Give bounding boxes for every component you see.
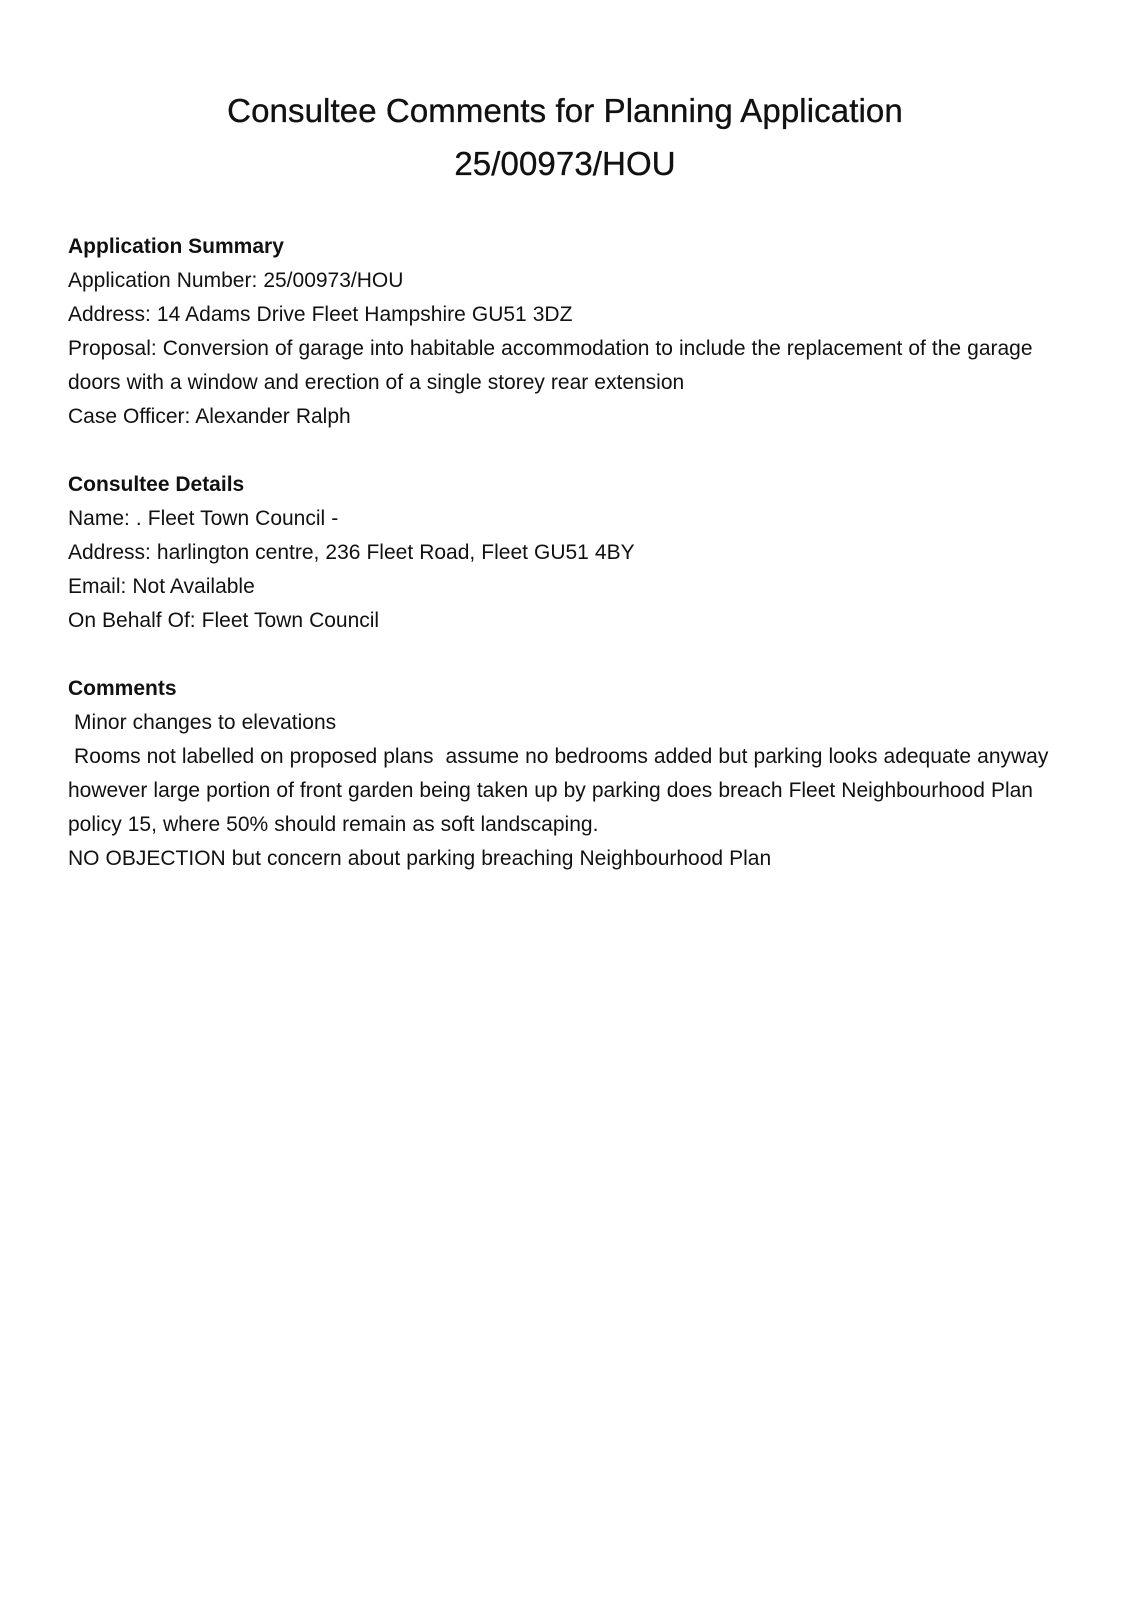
application-number: Application Number: 25/00973/HOU [68, 269, 404, 292]
title-line-2: 25/00973/HOU [454, 145, 676, 182]
consultee-details-heading: Consultee Details [68, 473, 245, 496]
comment-line-3: NO OBJECTION but concern about parking breaching Neighbourhood Plan [68, 847, 772, 870]
comment-line-1: Minor changes to elevations [68, 711, 337, 734]
comments-heading: Comments [68, 677, 177, 700]
document-body [68, 230, 1058, 910]
comment-line-2: Rooms not labelled on proposed plans assume no bedrooms added but parking looks adequate anyway however large portion of front garden being taken up by parking does breach Fleet Neighbourhood Plan policy 15, where 50% should remain as soft landscaping. [68, 745, 1055, 836]
application-summary-section [68, 230, 1058, 434]
consultee-on-behalf-of: On Behalf Of: Fleet Town Council [68, 609, 380, 632]
application-address: Address: 14 Adams Drive Fleet Hampshire GU51 3DZ [68, 303, 573, 326]
comments-section [68, 672, 1058, 876]
consultee-address: Address: harlington centre, 236 Fleet Road, Fleet GU51 4BY [68, 541, 635, 564]
consultee-name: Name: . Fleet Town Council - [68, 507, 339, 530]
consultee-email: Email: Not Available [68, 575, 255, 598]
title-line-1: Consultee Comments for Planning Application [227, 92, 903, 129]
application-proposal: Proposal: Conversion of garage into habitable accommodation to include the replacement of the garage doors with a window and erection of a single storey rear extension [68, 337, 1039, 394]
application-summary-heading: Application Summary [68, 235, 284, 258]
consultee-details-section [68, 468, 1058, 638]
case-officer: Case Officer: Alexander Ralph [68, 405, 351, 428]
document-title [0, 84, 1130, 190]
